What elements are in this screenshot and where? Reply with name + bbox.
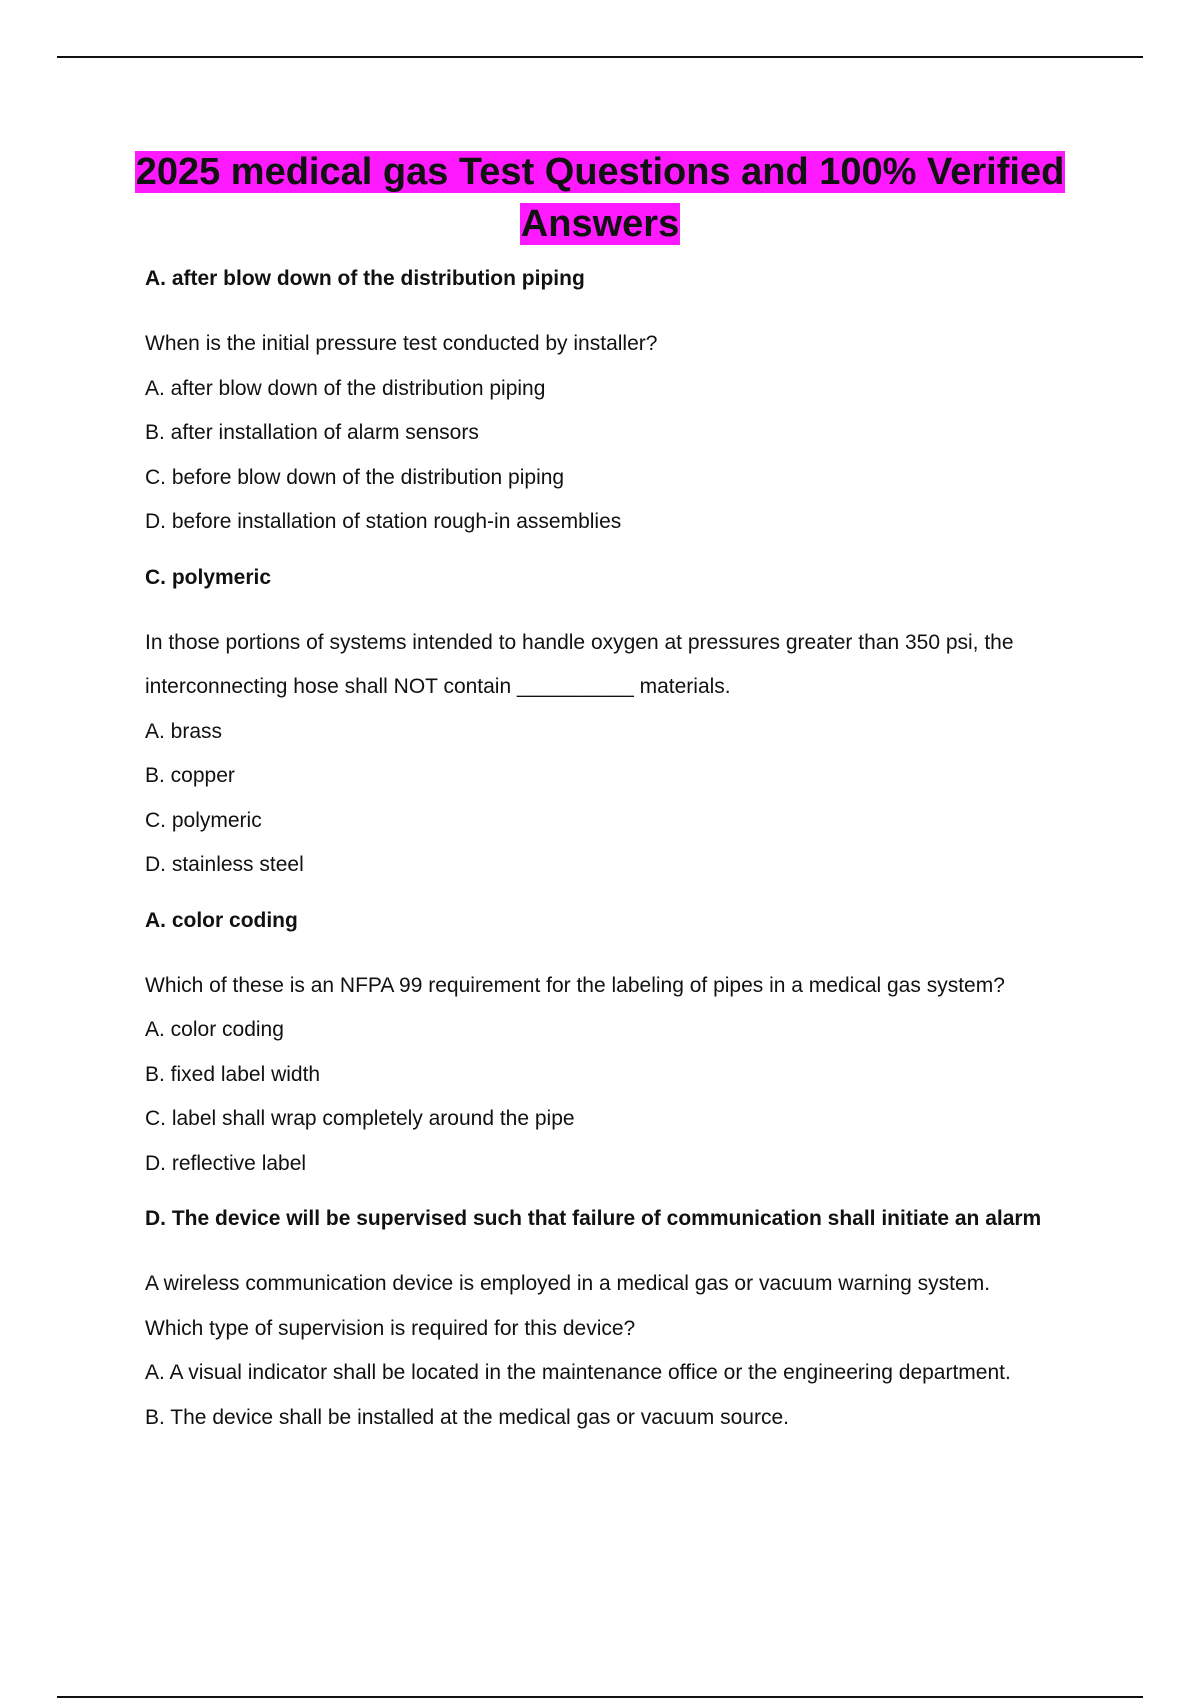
option-d: D. before installation of station rough-in assemblies <box>145 510 622 533</box>
top-rule <box>57 56 1143 58</box>
option-d: D. reflective label <box>145 1151 307 1175</box>
question-text-line-2: Which type of supervision is required for this device? <box>145 1316 636 1340</box>
answer-heading: A. after blow down of the distribution piping <box>145 267 585 290</box>
question-text: When is the initial pressure test conducted by installer? <box>145 332 658 355</box>
qa-block-4 <box>145 1202 1095 1440</box>
option-a: A. color coding <box>145 1018 284 1041</box>
option-c: C. before blow down of the distribution piping <box>145 465 565 489</box>
document-title <box>0 146 1200 250</box>
option-b: B. The device shall be installed at the medical gas or vacuum source. <box>145 1405 789 1429</box>
question-text: Which of these is an NFPA 99 requirement for the labeling of pipes in a medical gas system? <box>145 973 1005 997</box>
title-line-1: 2025 medical gas Test Questions and 100% Verified <box>135 151 1065 193</box>
qa-content <box>145 262 1095 1440</box>
question-text-line-1: In those portions of systems intended to handle oxygen at pressures greater than 350 psi, the <box>145 630 1014 654</box>
option-a: A. A visual indicator shall be located in the maintenance office or the engineering department. <box>145 1361 1011 1384</box>
option-b: B. copper <box>145 764 235 787</box>
answer-heading: D. The device will be supervised such that failure of communication shall initiate an alarm <box>145 1207 1042 1230</box>
qa-block-3 <box>145 904 1095 1187</box>
option-a: A. brass <box>145 719 223 743</box>
option-d: D. stainless steel <box>145 853 304 876</box>
option-b: B. after installation of alarm sensors <box>145 421 479 444</box>
answer-heading: A. color coding <box>145 908 298 932</box>
title-line-2: Answers <box>520 203 680 245</box>
bottom-rule <box>57 1696 1143 1698</box>
option-c: C. polymeric <box>145 808 262 832</box>
qa-block-1 <box>145 262 1095 545</box>
option-a: A. after blow down of the distribution piping <box>145 376 546 400</box>
qa-block-2 <box>145 561 1095 888</box>
question-text-line-1: A wireless communication device is employed in a medical gas or vacuum warning system. <box>145 1272 991 1295</box>
title-highlight <box>135 151 1066 245</box>
answer-heading: C. polymeric <box>145 565 272 589</box>
option-c: C. label shall wrap completely around the pipe <box>145 1107 575 1130</box>
option-b: B. fixed label width <box>145 1062 321 1086</box>
question-text-line-2: interconnecting hose shall NOT contain __________ materials. <box>145 675 731 698</box>
